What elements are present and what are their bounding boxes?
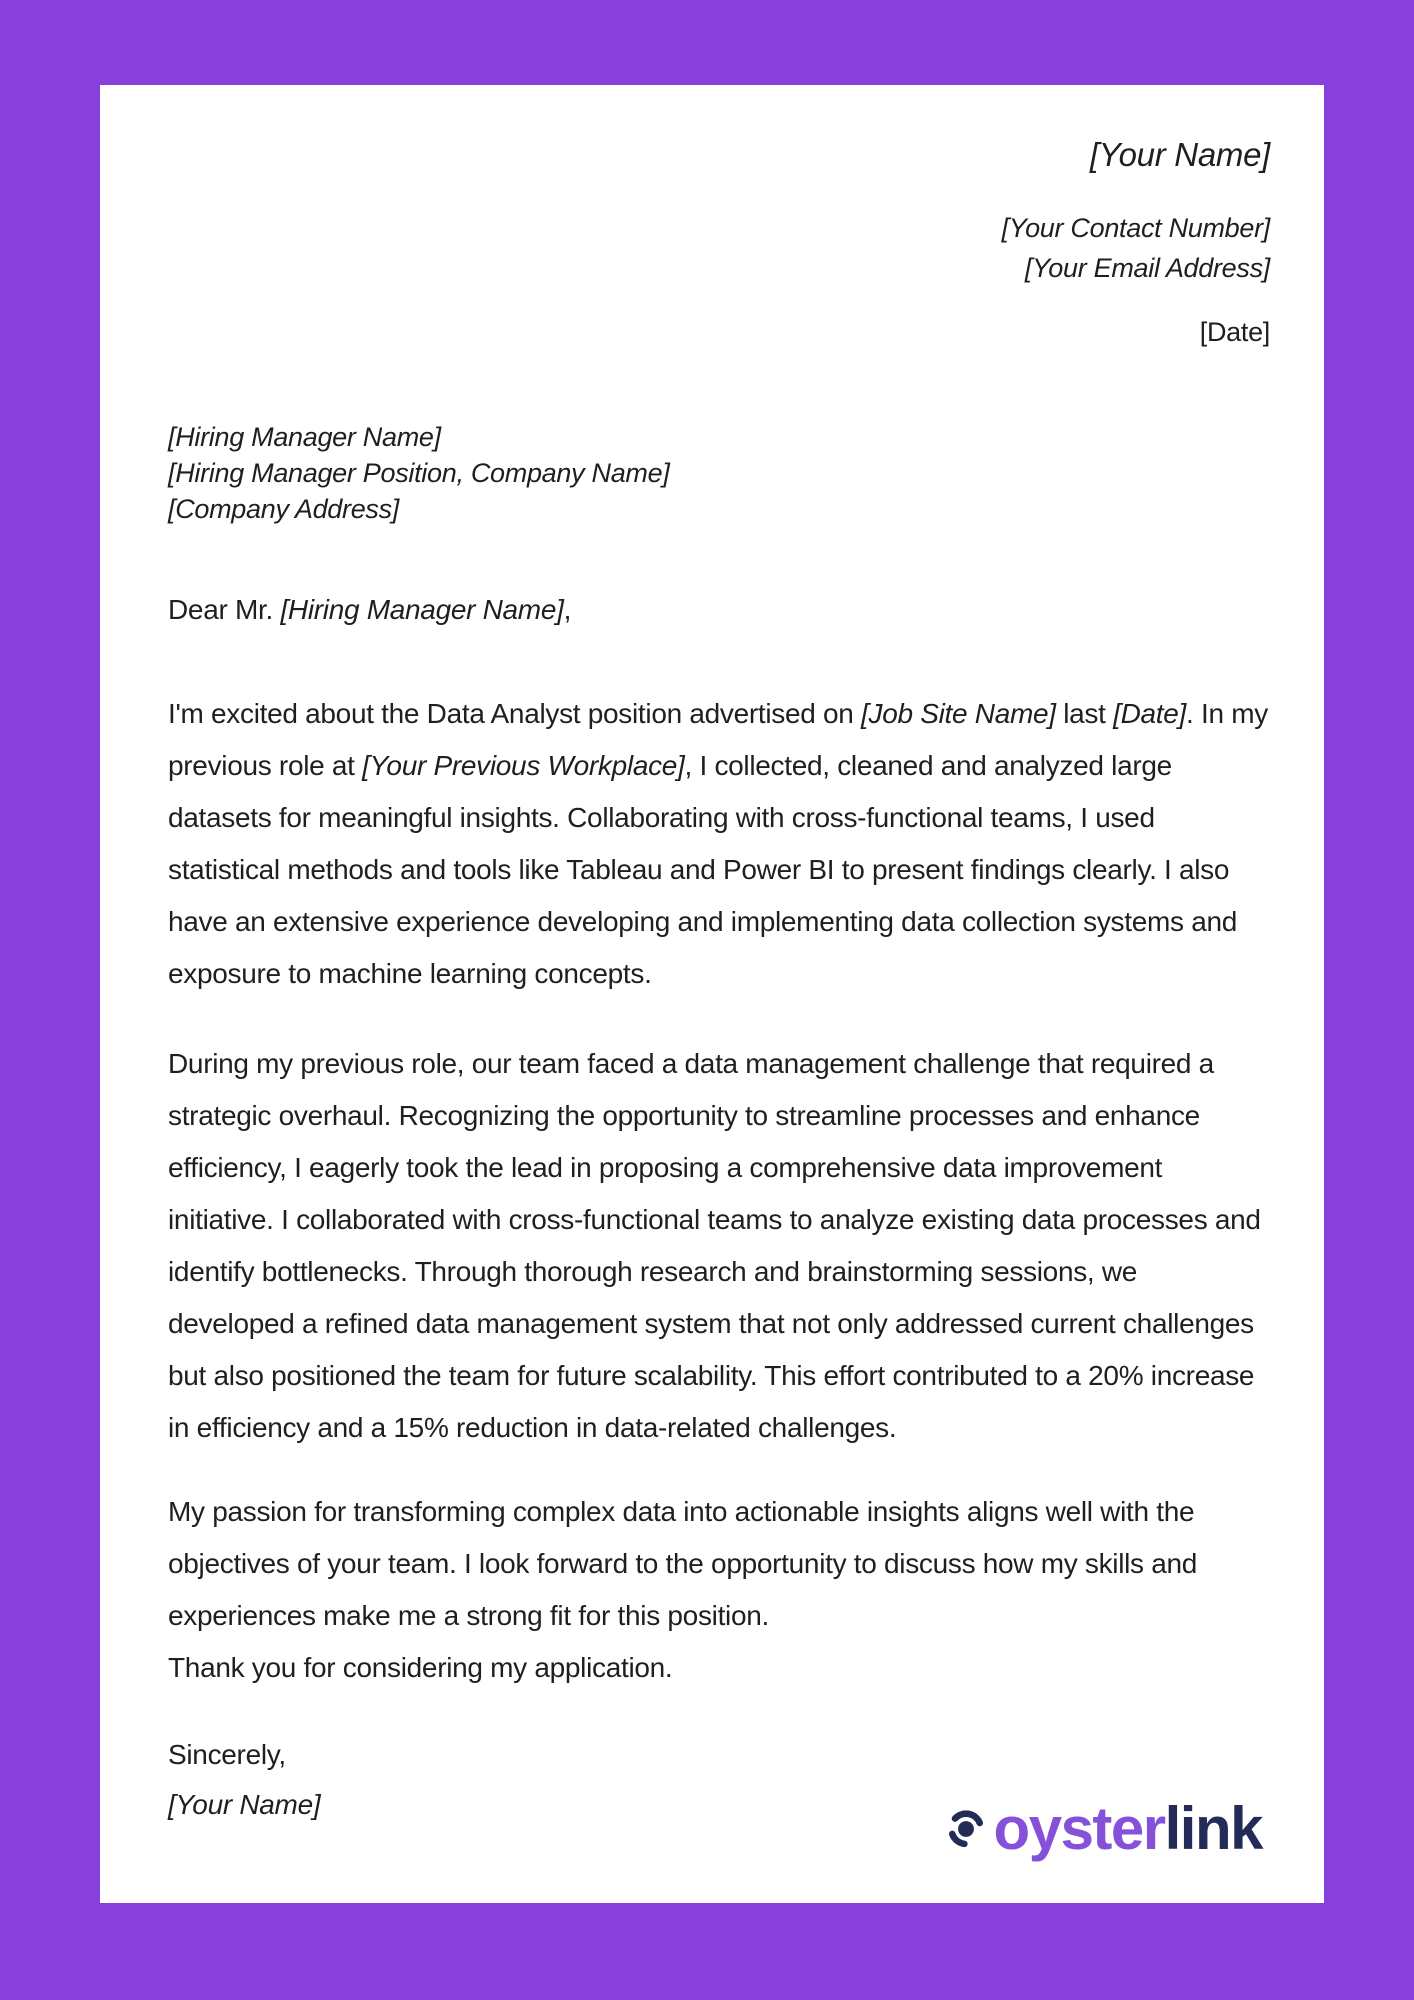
sender-name: [Your Name]	[1089, 136, 1270, 173]
body-paragraph-1: I'm excited about the Data Analyst position advertised on [Job Site Name] last [Date]. In my previous role at [Your Previous Workplace], I collected, cleaned and analyzed large datasets for meaningful insights. Collaborating with cross-functional teams, I used statistical methods and tools like Tableau and Power BI to present findings clearly. I also have an extensive experience developing and implementing data collection systems and exposure to machine learning concepts.	[168, 698, 1268, 989]
oysterlink-logo	[944, 1795, 1262, 1862]
body-paragraph-3: My passion for transforming complex data into actionable insights aligns well with the objectives of your team. I look forward to the opportunity to discuss how my skills and experiences make me a strong fit for this position. Thank you for considering my application.	[168, 1496, 1198, 1683]
body-paragraph-2: During my previous role, our team faced a data management challenge that required a strategic overhaul. Recognizing the opportunity to streamline processes and enhance efficiency, I eagerly took the lead in proposing a comprehensive data improvement initiative. I collaborated with cross-functional teams to analyze existing data processes and identify bottlenecks. Through thorough research and brainstorming sessions, we developed a refined data management system that not only addressed current challenges but also positioned the team for future scalability. This effort contributed to a 20% increase in efficiency and a 15% reduction in data-related challenges.	[168, 1048, 1261, 1443]
letter-date: [Date]	[1199, 317, 1270, 347]
recipient-address: [Company Address]	[168, 494, 400, 524]
sender-contact: [Your Contact Number]	[1001, 213, 1270, 243]
signature-name: [Your Name]	[168, 1789, 321, 1820]
recipient-name: [Hiring Manager Name]	[168, 422, 441, 452]
letter-sheet	[100, 85, 1324, 1903]
letter-content	[100, 85, 1324, 1903]
recipient-block	[168, 419, 1270, 527]
logo-text-link: link	[1164, 1795, 1262, 1862]
oysterlink-wordmark	[993, 1795, 1262, 1862]
closing-word: Sincerely,	[168, 1739, 286, 1770]
sender-block	[168, 135, 1270, 352]
sender-email: [Your Email Address]	[1024, 253, 1270, 283]
recipient-position-company: [Hiring Manager Position, Company Name]	[168, 458, 670, 488]
oysterlink-pearl-icon	[944, 1801, 988, 1857]
salutation: Dear Mr. [Hiring Manager Name],	[168, 594, 572, 625]
logo-text-oyster: oyster	[993, 1795, 1165, 1862]
